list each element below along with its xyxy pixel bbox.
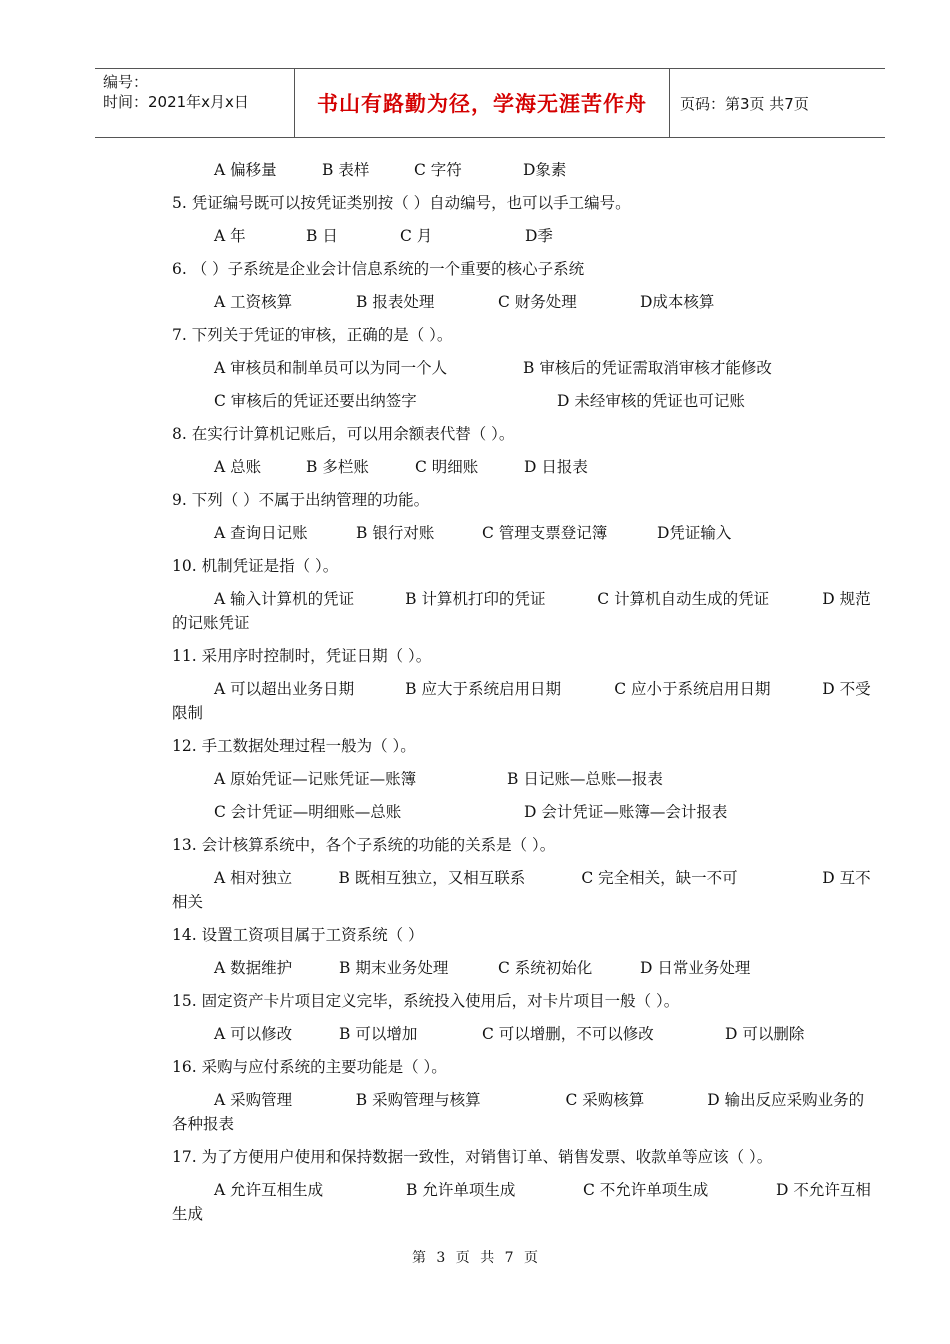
answer-option: C 月 xyxy=(400,227,433,245)
question-stem: 16. 采购与应付系统的主要功能是（ ）。 xyxy=(172,1058,447,1076)
option-row xyxy=(172,767,882,791)
option-row xyxy=(172,158,882,182)
question-stem: 5. 凭证编号既可以按凭证类别按（ ）自动编号，也可以手工编号。 xyxy=(172,194,631,212)
option-row xyxy=(172,224,882,248)
answer-option: A 年 xyxy=(214,227,246,245)
option-row xyxy=(172,389,882,413)
answer-option: C 明细账 xyxy=(415,458,479,476)
answer-option: A 总账 xyxy=(214,458,262,476)
option-row xyxy=(172,956,882,980)
question-stem: 11. 采用序时控制时，凭证日期（ ）。 xyxy=(172,647,432,665)
answer-option: C 字符 xyxy=(414,161,462,179)
option-row xyxy=(172,800,882,824)
answer-option: C 完全相关，缺一不可 xyxy=(581,869,738,887)
answer-option: D 规范 xyxy=(822,590,871,608)
answer-option: B 可以增加 xyxy=(339,1025,418,1043)
answer-option: A 工资核算 xyxy=(214,293,293,311)
document-time: 时间：2021年x月x日 xyxy=(103,93,249,111)
answer-option: A 相对独立 xyxy=(214,869,293,887)
question-stem: 10. 机制凭证是指（ ）。 xyxy=(172,557,339,575)
answer-option: C 会计凭证—明细账—总账 xyxy=(214,803,402,821)
option-row xyxy=(172,677,882,701)
answer-option: C 管理支票登记簿 xyxy=(482,524,608,542)
question-stem: 12. 手工数据处理过程一般为（ ）。 xyxy=(172,737,416,755)
answer-option: D 输出反应采购业务的 xyxy=(707,1091,865,1109)
header-motto: 书山有路勤为径，学海无涯苦作舟 xyxy=(295,69,670,137)
answer-option: D季 xyxy=(525,227,553,245)
option-row xyxy=(172,356,882,380)
page-header xyxy=(95,68,885,138)
answer-option: D成本核算 xyxy=(640,293,715,311)
answer-option: B 审核后的凭证需取消审核才能修改 xyxy=(523,359,772,377)
answer-option: B 应大于系统启用日期 xyxy=(405,680,561,698)
page-footer: 第 3 页 共 7 页 xyxy=(411,1250,539,1266)
answer-option: A 输入计算机的凭证 xyxy=(214,590,355,608)
answer-option: A 原始凭证—记账凭证—账簿 xyxy=(214,770,417,788)
answer-option: C 可以增删，不可以修改 xyxy=(482,1025,654,1043)
answer-option: D 互不 xyxy=(822,869,871,887)
answer-option: B 计算机打印的凭证 xyxy=(405,590,546,608)
question-stem: 14. 设置工资项目属于工资系统（ ） xyxy=(172,926,424,944)
answer-option: D 不受 xyxy=(822,680,871,698)
answer-option: B 采购管理与核算 xyxy=(355,1091,481,1109)
question-stem: 9. 下列（ ）不属于出纳管理的功能。 xyxy=(172,491,430,509)
answer-option: D 日报表 xyxy=(524,458,588,476)
answer-option: A 审核员和制单员可以为同一个人 xyxy=(214,359,448,377)
option-row xyxy=(172,1088,882,1112)
answer-option: C 系统初始化 xyxy=(498,959,593,977)
option-continuation: 生成 xyxy=(172,1205,204,1223)
answer-option: C 不允许单项生成 xyxy=(583,1181,709,1199)
option-continuation: 的记账凭证 xyxy=(172,614,250,632)
question-stem: 17. 为了方便用户使用和保持数据一致性，对销售订单、销售发票、收款单等应该（ ）。 xyxy=(172,1148,773,1166)
answer-option: B 报表处理 xyxy=(356,293,435,311)
answer-option: C 应小于系统启用日期 xyxy=(614,680,771,698)
answer-option: C 审核后的凭证还要出纳签字 xyxy=(214,392,417,410)
option-continuation: 各种报表 xyxy=(172,1115,235,1133)
answer-option: B 多栏账 xyxy=(306,458,369,476)
answer-option: B 日 xyxy=(306,227,338,245)
answer-option: D 日常业务处理 xyxy=(640,959,751,977)
answer-option: A 查询日记账 xyxy=(214,524,308,542)
option-row xyxy=(172,866,882,890)
answer-option: A 可以超出业务日期 xyxy=(214,680,355,698)
question-list xyxy=(172,158,882,1235)
option-row xyxy=(172,290,882,314)
answer-option: C 计算机自动生成的凭证 xyxy=(597,590,770,608)
option-row xyxy=(172,1178,882,1202)
question-stem: 7. 下列关于凭证的审核，正确的是（ ）。 xyxy=(172,326,453,344)
answer-option: B 允许单项生成 xyxy=(406,1181,516,1199)
option-row xyxy=(172,1022,882,1046)
answer-option: B 表样 xyxy=(322,161,370,179)
answer-option: C 财务处理 xyxy=(498,293,577,311)
answer-option: B 日记账—总账—报表 xyxy=(507,770,663,788)
header-meta xyxy=(95,69,295,137)
answer-option: C 采购核算 xyxy=(565,1091,645,1109)
answer-option: D凭证输入 xyxy=(657,524,732,542)
answer-option: D 可以删除 xyxy=(725,1025,805,1043)
answer-option: B 银行对账 xyxy=(356,524,435,542)
option-row xyxy=(172,521,882,545)
answer-option: D 会计凭证—账簿—会计报表 xyxy=(524,803,728,821)
answer-option: A 允许互相生成 xyxy=(214,1181,324,1199)
option-row xyxy=(172,587,882,611)
option-continuation: 相关 xyxy=(172,893,204,911)
answer-option: D 不允许互相 xyxy=(776,1181,871,1199)
answer-option: A 可以修改 xyxy=(214,1025,293,1043)
option-continuation: 限制 xyxy=(172,704,204,722)
option-row xyxy=(172,455,882,479)
header-page-number: 页码：第3页 共7页 xyxy=(680,94,809,113)
document-number: 编号： xyxy=(103,73,149,91)
answer-option: A 采购管理 xyxy=(214,1091,293,1109)
answer-option: A 数据维护 xyxy=(214,959,293,977)
answer-option: B 期末业务处理 xyxy=(339,959,449,977)
question-stem: 6. （ ）子系统是企业会计信息系统的一个重要的核心子系统 xyxy=(172,260,585,278)
question-stem: 8. 在实行计算机记账后，可以用余额表代替（ ）。 xyxy=(172,425,515,443)
answer-option: D 未经审核的凭证也可记账 xyxy=(557,392,745,410)
answer-option: B 既相互独立，又相互联系 xyxy=(338,869,526,887)
answer-option: D象素 xyxy=(523,161,567,179)
question-stem: 15. 固定资产卡片项目定义完毕，系统投入使用后，对卡片项目一般（ ）。 xyxy=(172,992,680,1010)
answer-option: A 偏移量 xyxy=(214,161,277,179)
question-stem: 13. 会计核算系统中，各个子系统的功能的关系是（ ）。 xyxy=(172,836,556,854)
